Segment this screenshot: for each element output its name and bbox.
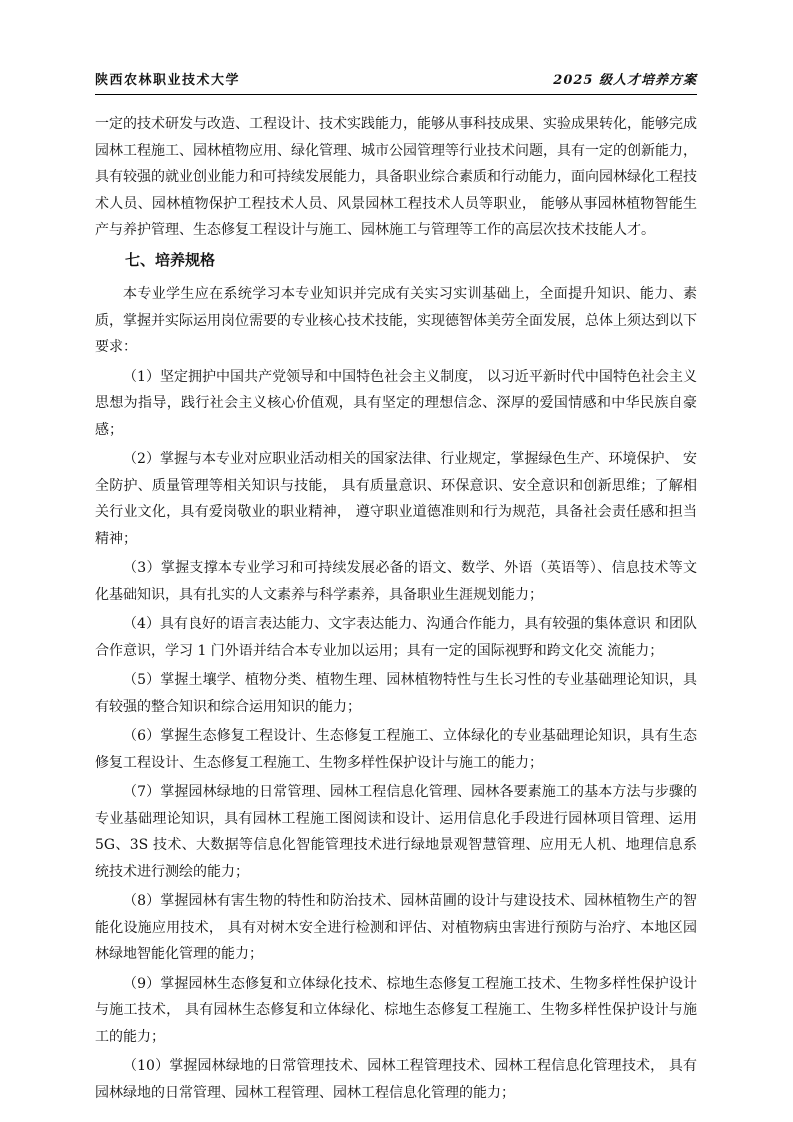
running-header (95, 70, 697, 95)
requirement-item-8: （8）掌握园林有害生物的特性和防治技术、园林苗圃的设计与建设技术、园林植物生产的智能化设施应用技术， 具有对树木安全进行检测和评估、对植物病虫害进行预防与治疗、本地区园林绿地智能化管理的能力； (95, 893, 697, 962)
requirement-item-4: （4）具有良好的语言表达能力、文字表达能力、沟通合作能力，具有较强的集体意识 和团队合作意识，学习 1 门外语并结合本专业加以运用；具有一定的国际视野和跨文化交 流能力； (95, 616, 697, 659)
requirement-item-5: （5）掌握土壤学、植物分类、植物生理、园林植物特性与生长习性的专业基础理论知识，具有较强的整合知识和综合运用知识的能力； (95, 672, 697, 715)
requirement-item-7: （7）掌握园林绿地的日常管理、园林工程信息化管理、园林各要素施工的基本方法与步骤的专业基础理论知识，具有园林工程施工图阅读和设计、运用信息化手段进行园林项目管理、运用 5G、3S 技术、大数据等信息化智能管理技术进行绿地景观智慧管理、应用无人机、地理信息系统技术进行测绘的能力； (95, 784, 697, 880)
requirement-item-1: （1）坚定拥护中国共产党领导和中国特色社会主义制度， 以习近平新时代中国特色社会主义思想为指导，践行社会主义核心价值观，具有坚定的理想信念、深厚的爱国情感和中华民族自豪感； (95, 368, 697, 438)
requirement-item-10: （10）掌握园林绿地的日常管理技术、园林工程管理技术、园林工程信息化管理技术， 具有园林绿地的日常管理、园林工程管理、园林工程信息化管理的能力； (95, 1058, 697, 1101)
requirement-item-2: （2）掌握与本专业对应职业活动相关的国家法律、行业规定，掌握绿色生产、环境保护、 安全防护、质量管理等相关知识与技能， 具有质量意识、环保意识、安全意识和创新思维；了解相关行业文化，具有爱岗敬业的职业精神， 遵守职业道德准则和行为规范，具备社会责任感和担当精神； (95, 451, 697, 547)
requirement-item-6: （6）掌握生态修复工程设计、生态修复工程施工、立体绿化的专业基础理论知识，具有生态修复工程设计、生态修复工程施工、生物多样性保护设计与施工的能力； (95, 728, 697, 771)
body-content (95, 111, 697, 1109)
section-heading: 七、培养规格 (125, 250, 216, 269)
header-document-title: 2025 级人才培养方案 (553, 73, 697, 88)
requirement-item-9: （9）掌握园林生态修复和立体绿化技术、棕地生态修复工程施工技术、生物多样性保护设计与施工技术， 具有园林生态修复和立体绿化、棕地生态修复工程施工、生物多样性保护设计与施工的能力； (95, 975, 697, 1045)
intro-continuation-paragraph: 一定的技术研发与改造、工程设计、技术实践能力，能够从事科技成果、实验成果转化，能够完成园林工程施工、园林植物应用、绿化管理、城市公园管理等行业技术问题，具有一定的创新能力，具有较强的就业创业能力和可持续发展能力，具备职业综合素质和行动能力，面向园林绿化工程技术人员、园林植物保护工程技术人员、风景园林工程技术人员等职业， 能够从事园林植物智能生产与养护管理、生态修复工程设计与施工、园林施工与管理等工作的高层次技术技能人才。 (95, 116, 697, 238)
section-lead-paragraph: 本专业学生应在系统学习本专业知识并完成有关实习实训基础上，全面提升知识、能力、素质，掌握并实际运用岗位需要的专业核心技术技能，实现德智体美劳全面发展，总体上须达到以下要求： (95, 286, 697, 355)
header-school-name: 陕西农林职业技术大学 (95, 73, 241, 88)
requirement-item-3: （3）掌握支撑本专业学习和可持续发展必备的语文、数学、外语（英语等）、信息技术等文化基础知识，具有扎实的人文素养与科学素养，具备职业生涯规划能力； (95, 560, 697, 603)
